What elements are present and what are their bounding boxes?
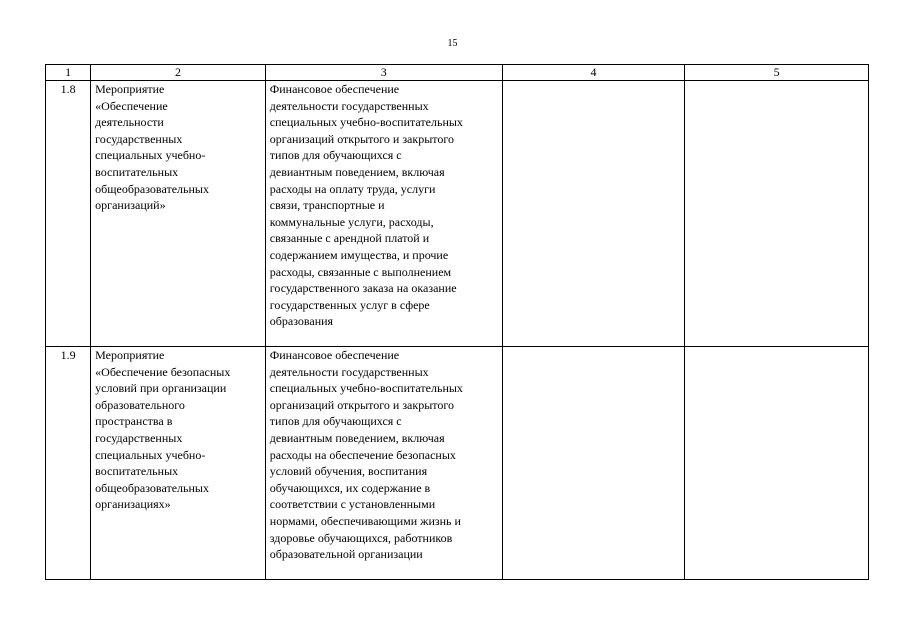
program-table xyxy=(45,64,869,580)
column-header-2: 2 xyxy=(91,65,266,81)
column-header-1: 1 xyxy=(46,65,91,81)
activity-description-cell xyxy=(265,81,502,347)
activity-name-cell xyxy=(91,347,266,580)
column-header-3: 3 xyxy=(265,65,502,81)
activity-description: Финансовое обеспечение деятельности государственных специальных учебно-воспитательных организаций открытого и закрытого типов для обучающихся с девиантным поведением, включая расходы на обеспечение безопасных условий обучения, воспитания обучающихся, их содержание в соответствии с установленными нормами, обеспечивающими жизнь и здоровье обучающихся, работников образовательной организации xyxy=(269,348,463,562)
activity-name: Мероприятие «Обеспечение деятельности государственных специальных учебно- воспитательных общеобразовательных организаций» xyxy=(95,82,209,213)
activity-description: Финансовое обеспечение деятельности государственных специальных учебно-воспитательных организаций открытого и закрытого типов для обучающихся с девиантным поведением, включая расходы на оплату труда, услуги связи, транспортные и коммунальные услуги, расходы, связанные с арендной платой и содержанием имущества, и прочие расходы, связанные с выполнением государственного заказа на оказание государственных услуг в сфере образования xyxy=(269,82,463,329)
column-header-4: 4 xyxy=(502,65,685,81)
activity-description-cell xyxy=(265,347,502,580)
column-4-cell xyxy=(502,347,685,580)
column-header-5: 5 xyxy=(685,65,869,81)
page-number: 15 xyxy=(447,38,458,49)
table-row xyxy=(46,347,869,580)
column-5-cell xyxy=(685,347,869,580)
row-number: 1.8 xyxy=(46,81,91,347)
row-number: 1.9 xyxy=(46,347,91,580)
column-4-cell xyxy=(502,81,685,347)
activity-name-cell xyxy=(91,81,266,347)
activity-name: Мероприятие «Обеспечение безопасных условий при организации образовательного пространства в государственных специальных учебно- воспитательных общеобразовательных организациях» xyxy=(95,348,231,512)
column-5-cell xyxy=(685,81,869,347)
table-row xyxy=(46,81,869,347)
header-row xyxy=(46,65,869,81)
